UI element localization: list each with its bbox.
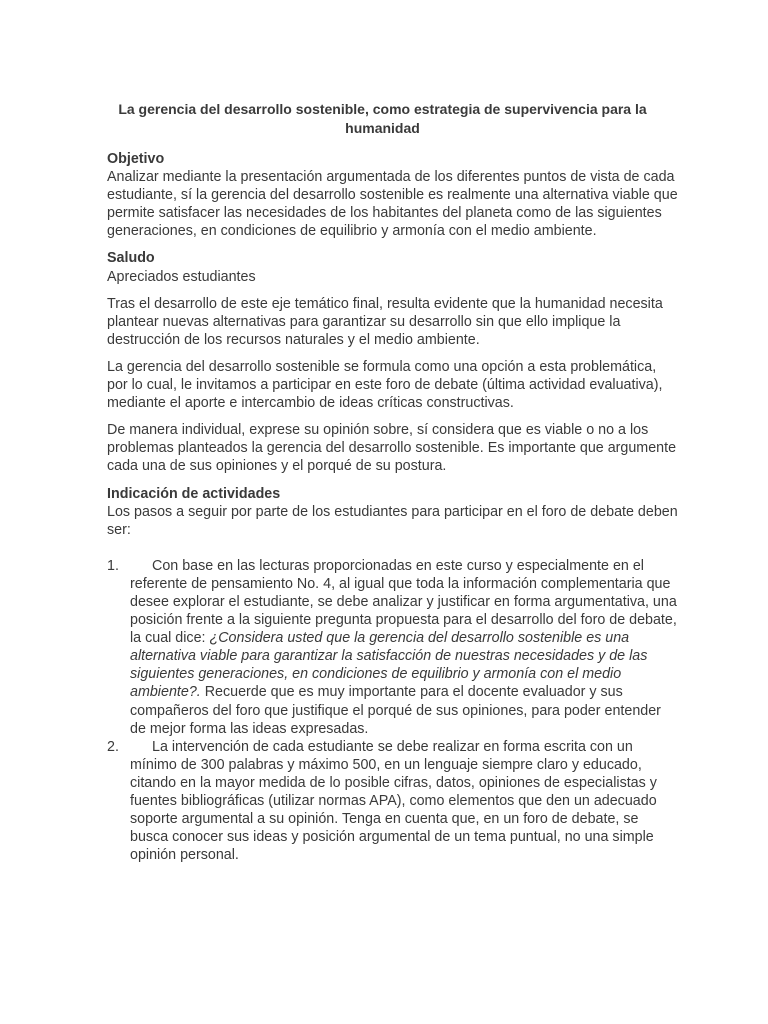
list-item	[107, 557, 680, 738]
step-question: ¿Considera usted que la gerencia del desarrollo sostenible es una alternativa viable para garantizar la satisfacción de nuestras necesidades y de las siguientes generaciones, en condiciones de equilibrio y armonía con el medio ambiente?.	[130, 630, 648, 701]
objetivo-text: Analizar mediante la presentación argumentada de los diferentes puntos de vista de cada estudiante, sí la gerencia del desarrollo sostenible es realmente una alternativa viable que permite satisfacer las necesidades de los habitantes del planeta como de las siguientes generaciones, en condiciones de equilibrio y armonía con el medio ambiente.	[107, 169, 678, 240]
indicacion-section	[107, 485, 680, 865]
step-text: Con base en las lecturas proporcionadas en este curso y especialmente en el referente de pensamiento No. 4, al igual que toda la información complementaria que desee explorar el estudiante, se debe analizar y justificar en forma argumentativa, una posición frente a la siguiente pregunta propuesta para el desarrollo del foro de debate, la cual dice:	[130, 557, 677, 647]
objetivo-heading: Objetivo	[107, 151, 165, 167]
indicacion-intro: Los pasos a seguir por parte de los estudiantes para participar en el foro de debate deben ser:	[107, 503, 678, 538]
saludo-paragraph: La gerencia del desarrollo sostenible se formula como una opción a esta problemática, por lo cual, le invitamos a participar en este foro de debate (última actividad evaluativa), mediante el aporte e intercambio de ideas críticas constructivas.	[107, 358, 663, 412]
steps-list	[107, 557, 680, 865]
saludo-paragraph: De manera individual, exprese su opinión sobre, sí considera que es viable o no a los problemas planteados la gerencia del desarrollo sostenible. Es importante que argumente cada una de sus opiniones y el porqué de su postura.	[107, 422, 677, 475]
saludo-heading: Saludo	[107, 250, 155, 267]
step-number: 1.	[107, 557, 119, 574]
step-text-after: Recuerde que es muy importante para el docente evaluador y sus compañeros del foro que justifique el porqué de sus opiniones, para poder entender de mejor forma las ideas expresadas.	[130, 684, 661, 737]
saludo-greeting: Apreciados estudiantes	[107, 268, 256, 285]
saludo-paragraph: Tras el desarrollo de este eje temático final, resulta evidente que la humanidad necesita plantear nuevas alternativas para garantizar su desarrollo sin que ello implique la destrucción de los recursos naturales y el medio ambiente.	[107, 295, 663, 348]
saludo-section	[107, 249, 680, 475]
step-text: La intervención de cada estudiante se debe realizar en forma escrita con un mínimo de 300 palabras y máximo 500, en un lenguaje siempre claro y educado, citando en la mayor medida de lo posible cifras, datos, opiniones de especialistas y fuentes bibliográficas (utilizar normas APA), como elementos que den un adecuado soporte argumental a su opinión. Tenga en cuenta que, en un foro de debate, se busca conocer sus ideas y posición argumental de un tema puntual, no una simple opinión personal.	[130, 738, 657, 864]
document-title: La gerencia del desarrollo sostenible, como estrategia de supervivencia para la humanidad	[118, 101, 647, 136]
step-number: 2.	[107, 738, 119, 755]
objetivo-section	[107, 150, 680, 240]
indicacion-heading: Indicación de actividades	[107, 485, 281, 502]
list-item	[107, 738, 680, 865]
